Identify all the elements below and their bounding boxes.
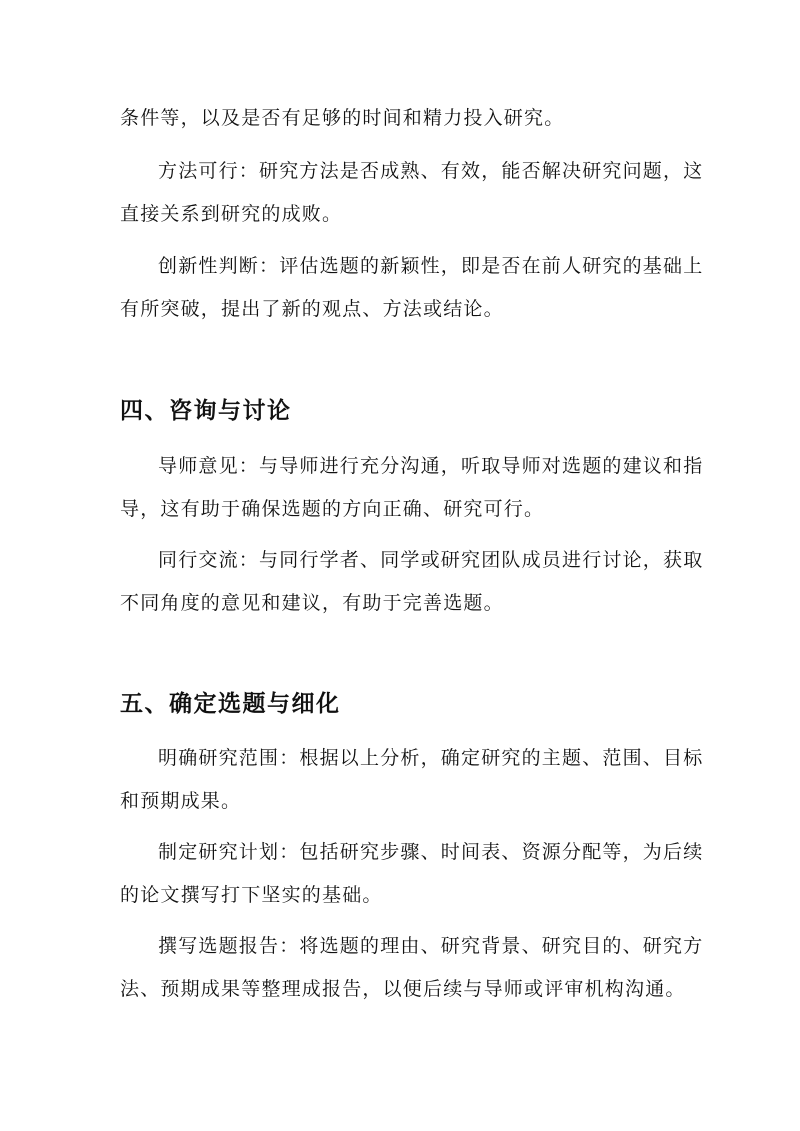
paragraph-topic-report-line1: 撰写选题报告：将选题的理由、研究背景、研究目的、研究方 [158,935,704,957]
paragraph-method-feasible-line1: 方法可行：研究方法是否成熟、有效，能否解决研究问题，这 [158,160,704,182]
paragraph-advisor-opinion-line2: 导，这有助于确保选题的方向正确、研究可行。 [120,498,545,520]
paragraph-innovation-line2: 有所突破，提出了新的观点、方法或结论。 [120,298,504,320]
paragraph-innovation-line1: 创新性判断：评估选题的新颖性，即是否在前人研究的基础上 [158,255,704,277]
paragraph-research-scope-line1: 明确研究范围：根据以上分析，确定研究的主题、范围、目标 [158,747,704,769]
paragraph-peer-exchange-line1: 同行交流：与同行学者、同学或研究团队成员进行讨论，获取 [158,549,704,571]
paragraph-peer-exchange-line2: 不同角度的意见和建议，有助于完善选题。 [120,592,504,614]
paragraph-research-plan-line1: 制定研究计划：包括研究步骤、时间表、资源分配等，为后续 [158,841,704,863]
paragraph-research-scope-line2: 和预期成果。 [120,790,242,812]
section-heading-finalize-topic: 五、确定选题与细化 [120,690,341,717]
paragraph-continuation-line: 条件等，以及是否有足够的时间和精力投入研究。 [120,107,565,129]
paragraph-topic-report-line2: 法、预期成果等整理成报告，以便后续与导师或评审机构沟通。 [120,978,686,1000]
paragraph-method-feasible-line2: 直接关系到研究的成败。 [120,203,343,225]
paragraph-research-plan-line2: 的论文撰写打下坚实的基础。 [120,884,383,906]
section-heading-consultation: 四、咨询与讨论 [120,397,292,424]
paragraph-advisor-opinion-line1: 导师意见：与导师进行充分沟通，听取导师对选题的建议和指 [158,455,704,477]
